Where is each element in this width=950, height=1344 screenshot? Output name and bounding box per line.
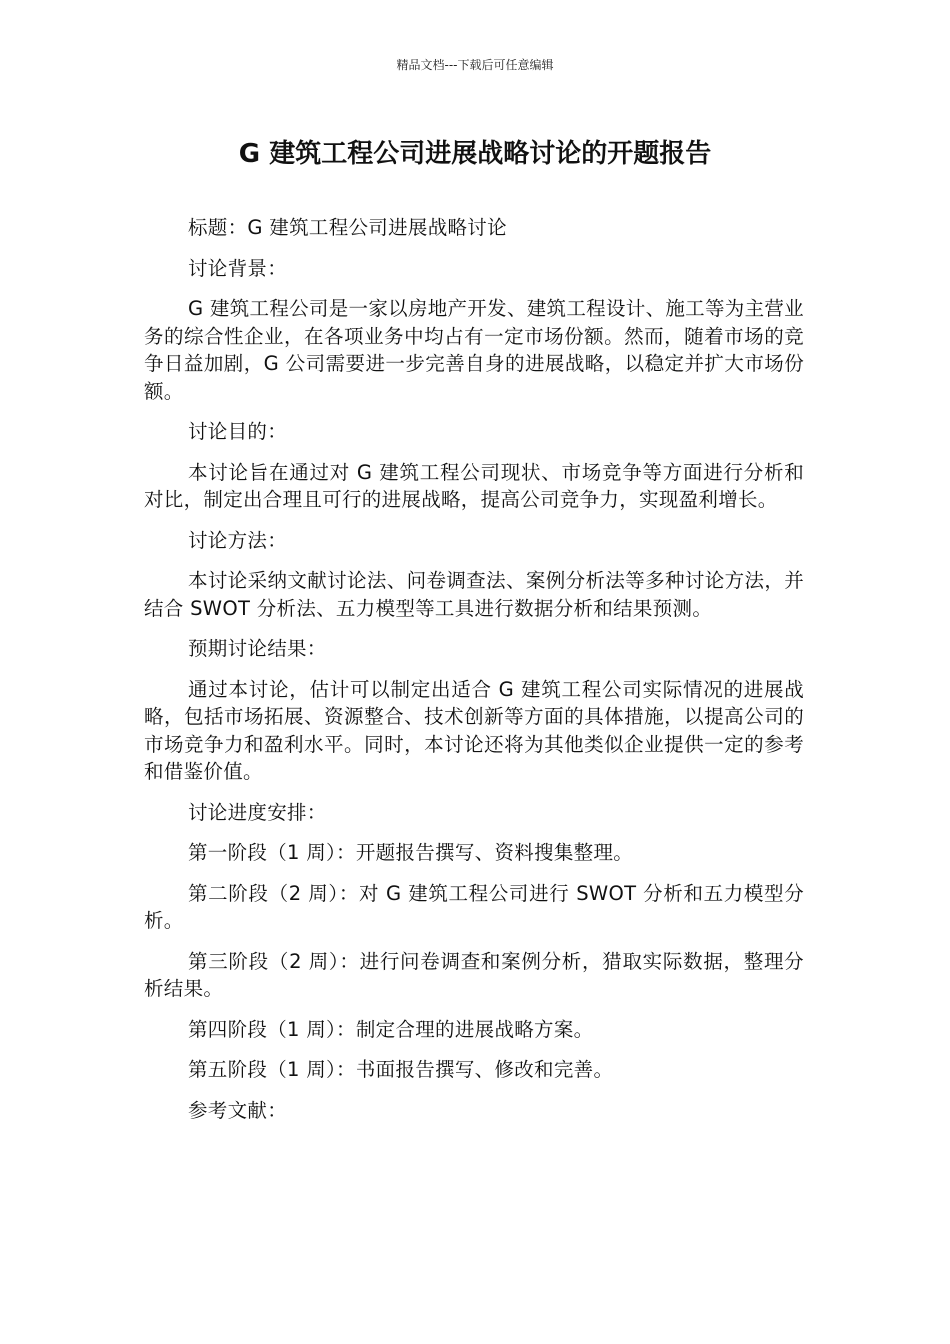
purpose-paragraph: 本讨论旨在通过对 G 建筑工程公司现状、市场竞争等方面进行分析和对比，制定出合理且可行的进展战略，提高公司竞争力，实现盈利增长。 [144, 460, 804, 511]
schedule-item: 第三阶段（2 周）：进行问卷调查和案例分析，猎取实际数据，整理分析结果。 [144, 949, 804, 1000]
schedule-item: 第二阶段（2 周）：对 G 建筑工程公司进行 SWOT 分析和五力模型分析。 [144, 881, 804, 932]
background-paragraph: G 建筑工程公司是一家以房地产开发、建筑工程设计、施工等为主营业务的综合性企业，在各项业务中均占有一定市场份额。然而，随着市场的竞争日益加剧，G 公司需要进一步完善自身的进展战略，以稳定并扩大市场份额。 [144, 297, 804, 403]
schedule-item: 第五阶段（1 周）：书面报告撰写、修改和完善。 [188, 1058, 614, 1081]
section-heading-schedule: 讨论进度安排： [188, 800, 327, 824]
section-heading-method: 讨论方法： [188, 528, 288, 552]
method-paragraph: 本讨论采纳文献讨论法、问卷调查法、案例分析法等多种讨论方法，并结合 SWOT 分析法、五力模型等工具进行数据分析和结果预测。 [144, 569, 804, 620]
document-body [144, 214, 804, 1137]
section-heading-references: 参考文献： [188, 1098, 288, 1122]
topic-line: 标题：G 建筑工程公司进展战略讨论 [188, 216, 507, 239]
schedule-item: 第四阶段（1 周）：制定合理的进展战略方案。 [188, 1017, 594, 1041]
section-heading-background: 讨论背景： [188, 256, 288, 280]
expected-results-paragraph: 通过本讨论，估计可以制定出适合 G 建筑工程公司实际情况的进展战略，包括市场拓展、资源整合、技术创新等方面的具体措施，以提高公司的市场竞争力和盈利水平。同时，本讨论还将为其他类似企业提供一定的参考和借鉴价值。 [144, 677, 804, 783]
page-header-note: 精品文档---下载后可任意编辑 [396, 58, 554, 72]
section-heading-purpose: 讨论目的： [188, 420, 288, 443]
document-title: G 建筑工程公司进展战略讨论的开题报告 [238, 139, 712, 169]
section-heading-expected-results: 预期讨论结果： [188, 637, 327, 660]
schedule-item: 第一阶段（1 周）：开题报告撰写、资料搜集整理。 [188, 841, 634, 864]
